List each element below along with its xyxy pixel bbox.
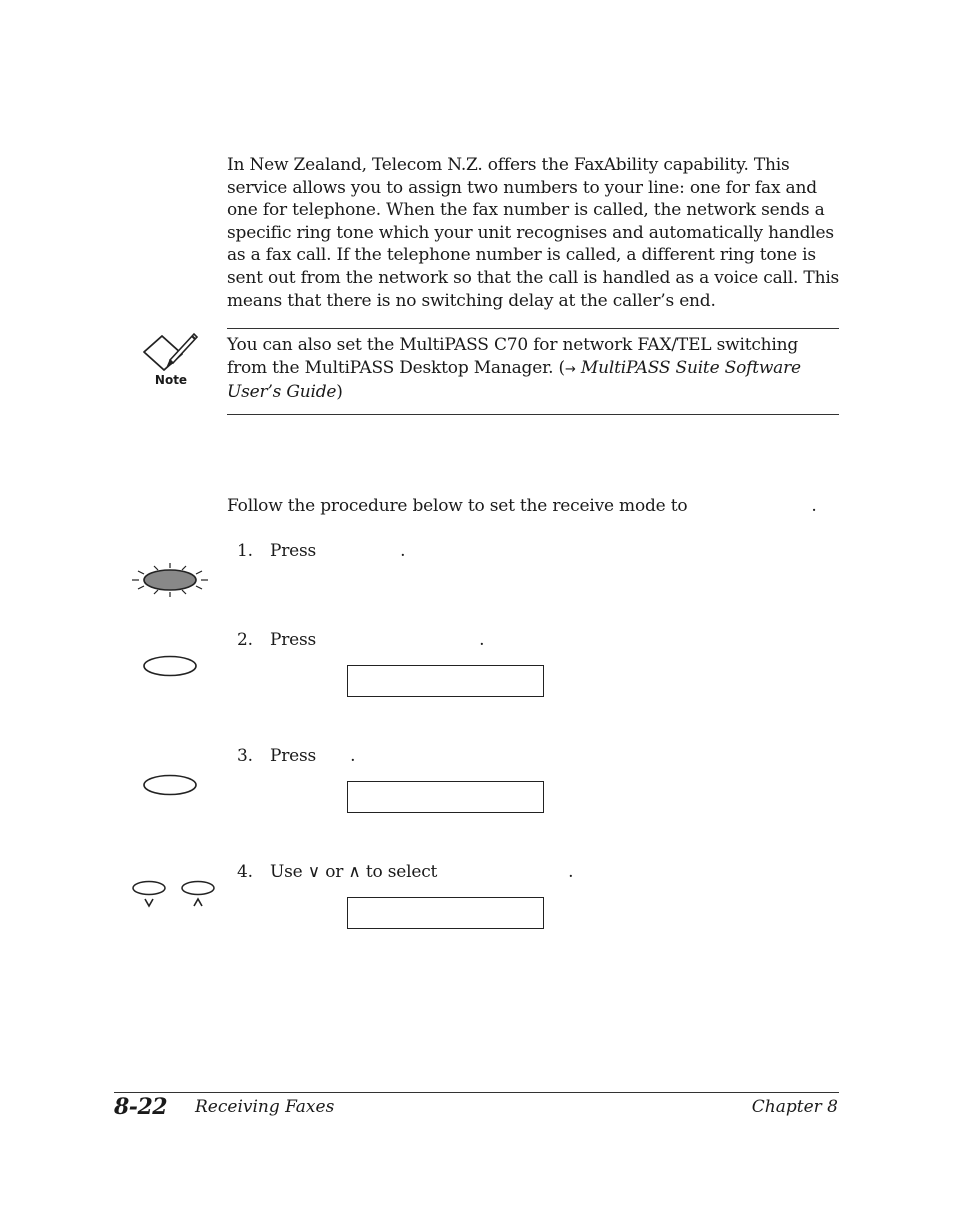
step-1 xyxy=(237,540,405,562)
flashing-button-icon xyxy=(130,562,210,598)
step-period: . xyxy=(400,541,406,561)
panel-button-icon xyxy=(142,774,198,796)
note-line-3 xyxy=(227,381,839,404)
step-4 xyxy=(237,861,573,883)
note-guide-title-cont: User’s Guide xyxy=(227,382,337,403)
step-number: 2. xyxy=(237,630,253,650)
down-arrow-button-icon xyxy=(131,880,167,910)
or-text: or xyxy=(325,862,344,882)
intro-line: one for telephone. When the fax number is called, the network sends a xyxy=(227,200,825,221)
note-text xyxy=(227,334,839,404)
intro-line: as a fax call. If the telephone number is called, a different ring tone is xyxy=(227,245,816,266)
step-verb: Use xyxy=(270,862,303,882)
up-arrow-glyph-icon: ∧ xyxy=(348,862,361,882)
note-line-3-suffix: ) xyxy=(336,382,343,403)
page-number: 8-22 xyxy=(114,1094,168,1120)
note-line-1: You can also set the MultiPASS C70 for network FAX/TEL switching xyxy=(227,335,799,355)
step-period: . xyxy=(568,862,574,882)
step-2 xyxy=(237,629,484,651)
lcd-display xyxy=(347,897,544,929)
step-3 xyxy=(237,745,355,767)
footer-rule xyxy=(114,1092,839,1093)
intro-line: In New Zealand, Telecom N.Z. offers the FaxAbility capability. This xyxy=(227,155,790,175)
intro-line: means that there is no switching delay at the caller’s end. xyxy=(227,290,716,311)
step-number: 1. xyxy=(237,541,253,561)
procedure-intro-text: Follow the procedure below to set the receive mode to xyxy=(227,496,688,516)
note-line-2-prefix: from the MultiPASS Desktop Manager. ( xyxy=(227,357,565,378)
intro-paragraph xyxy=(227,154,839,312)
note-top-rule xyxy=(227,328,839,329)
note-guide-title: MultiPASS Suite Software xyxy=(575,357,801,378)
lcd-display xyxy=(347,781,544,813)
note-line-2 xyxy=(227,357,839,382)
procedure-intro xyxy=(227,495,847,517)
step-verb: Press xyxy=(270,746,317,766)
up-arrow-button-icon xyxy=(180,880,216,910)
note-label: Note xyxy=(154,373,188,387)
footer-chapter: Chapter 8 xyxy=(751,1097,838,1117)
step-verb: Press xyxy=(270,541,317,561)
step-period: . xyxy=(350,746,356,766)
step-verb: Press xyxy=(270,630,317,650)
panel-button-icon xyxy=(142,655,198,677)
lcd-display xyxy=(347,665,544,697)
footer-section-title: Receiving Faxes xyxy=(195,1097,335,1117)
select-text: to select xyxy=(365,862,438,882)
intro-line: specific ring tone which your unit recognises and automatically handles xyxy=(227,222,834,243)
step-number: 3. xyxy=(237,746,253,766)
step-number: 4. xyxy=(237,862,253,882)
right-arrow-icon: → xyxy=(564,361,576,377)
down-arrow-glyph-icon: ∨ xyxy=(307,862,320,882)
intro-line: service allows you to assign two numbers to your line: one for fax and xyxy=(227,177,817,198)
procedure-intro-period: . xyxy=(811,496,817,516)
step-period: . xyxy=(479,630,485,650)
intro-line: sent out from the network so that the call is handled as a voice call. This xyxy=(227,267,840,288)
note-bottom-rule xyxy=(227,414,839,415)
